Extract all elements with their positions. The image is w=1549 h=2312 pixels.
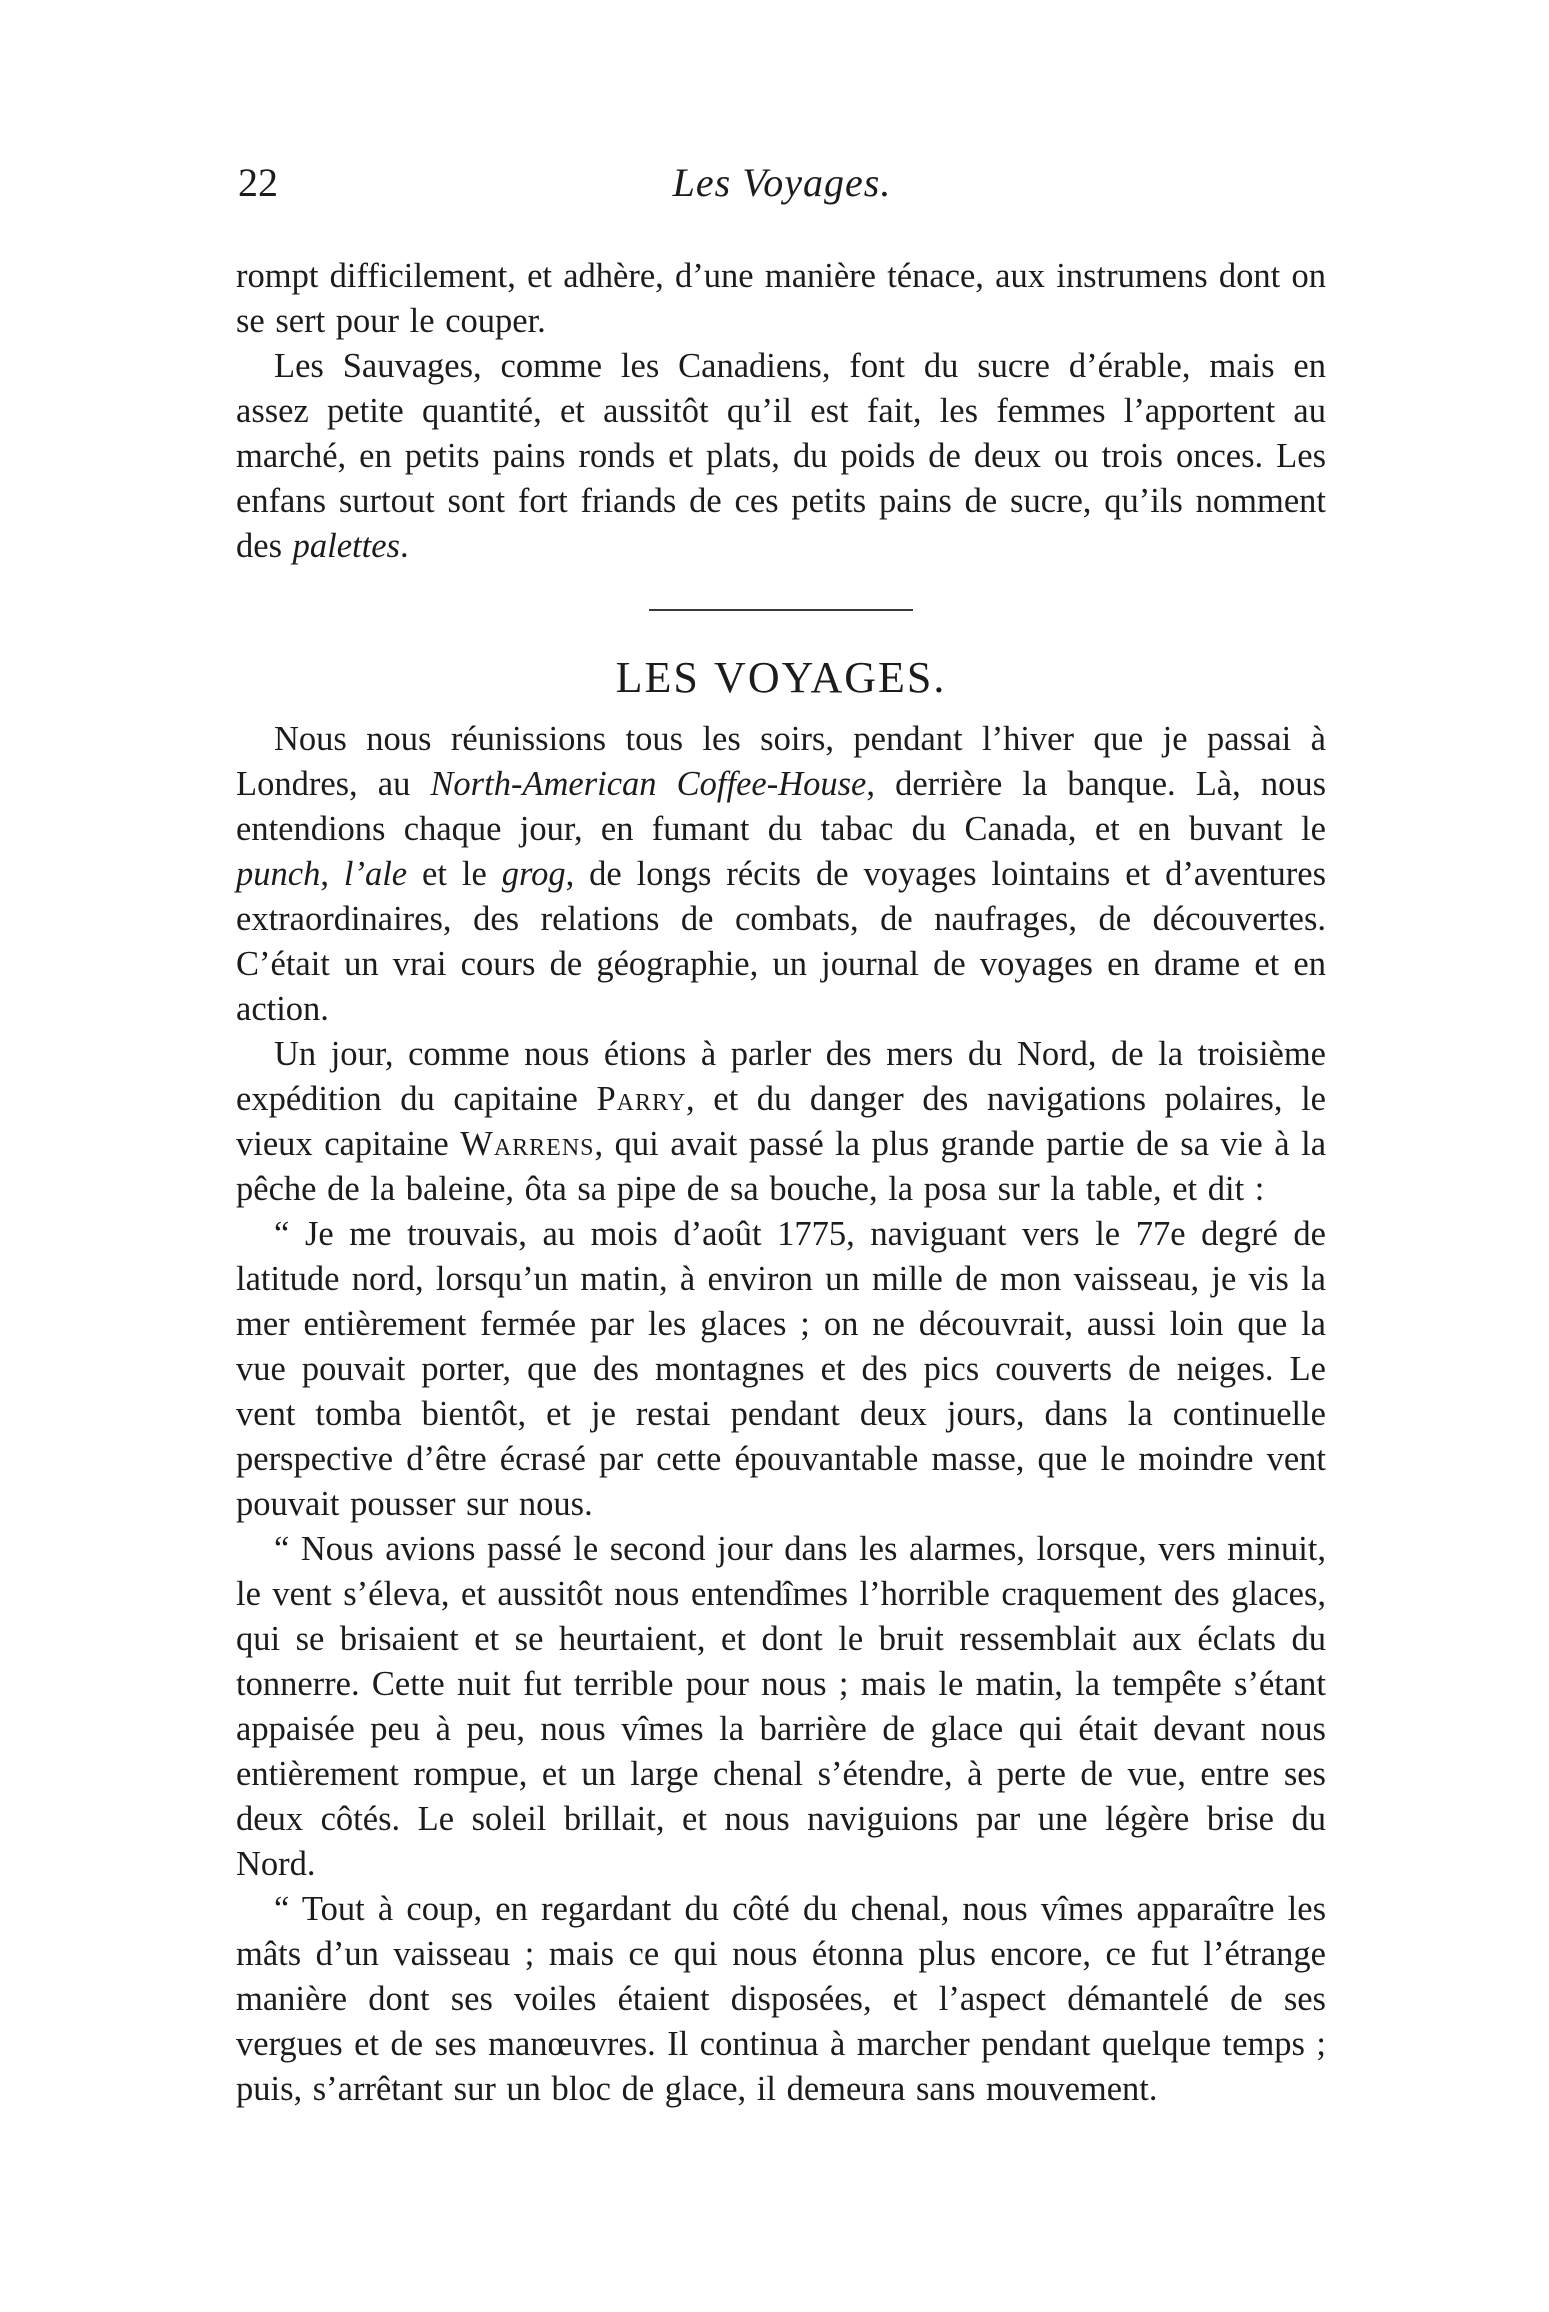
paragraph-intro: [236, 717, 1326, 1032]
italic-drink-grog: grog: [501, 855, 566, 893]
paragraph-captain: [236, 1032, 1326, 1212]
text-run: Un jour, comme nous étions à parler des mers du Nord, de la troisième expédition du capitaine: [236, 1035, 1326, 1118]
section-heading: LES VOYAGES.: [615, 653, 947, 702]
text-run: ,: [320, 855, 344, 893]
smallcaps-name-parry: Parry: [596, 1080, 687, 1118]
section-divider: [649, 609, 913, 611]
smallcaps-name-warrens: Warrens: [460, 1125, 595, 1163]
text-run: et le: [407, 855, 502, 893]
text-run: , et du danger des navigations polaires, le vieux capitaine: [236, 1080, 1326, 1163]
paragraph-quote-1: “ Je me trouvais, au mois d’août 1775, naviguant vers le 77e degré de latitude nord, lorsqu’un matin, à environ un mille de mon vaisseau, je vis la mer entièrement fermée par les glaces ; on ne découvrait, aussi loin que la vue pouvait porter, que des montagnes et des pics couverts de neiges. Le vent tomba bientôt, et je restai pendant deux jours, dans la continuelle perspective d’être écrasé par cette épouvantable masse, que le moindre vent pouvait pousser sur nous.: [236, 1215, 1326, 1523]
text-run: , de longs récits de voyages lointains et d’aventures extraordinaires, des relations de combats, de naufrages, de découvertes. C’était un vrai cours de géographie, un journal de voyages en drame et en action.: [236, 855, 1327, 1028]
text-run: .: [399, 527, 409, 565]
italic-term: palettes: [292, 527, 400, 565]
text-run: Les Sauvages, comme les Canadiens, font du sucre d’érable, mais en assez petite quantité, et aussitôt qu’il est fait, les femmes l’apportent au marché, en petits pains ronds et plats, du poids de deux ou trois onces. Les enfans surtout sont fort friands de ces petits pains de sucre, qu’ils nomment des: [236, 347, 1326, 565]
paragraph-quote-3: “ Tout à coup, en regardant du côté du chenal, nous vîmes apparaître les mâts d’un vaisseau ; mais ce qui nous étonna plus encore, ce fut l’étrange manière dont ses voiles étaient disposées, et l’aspect démantelé de ses vergues et de ses manœuvres. Il continua à marcher pendant quelque temps ; puis, s’arrêtant sur un bloc de glace, il demeura sans mouvement.: [236, 1890, 1326, 2108]
italic-drink-ale: l’ale: [343, 855, 408, 893]
text-run: Nous nous réunissions tous les soirs, pendant l’hiver que je passai à Londres, au: [236, 720, 1326, 803]
page-number: 22: [238, 160, 278, 205]
text-run: , qui avait passé la plus grande partie de sa vie à la pêche de la baleine, ôta sa pipe de sa bouche, la posa sur la table, et dit :: [236, 1125, 1327, 1208]
paragraph-continuation: rompt difficilement, et adhère, d’une manière ténace, aux instrumens dont on se sert pour le couper.: [236, 257, 1326, 340]
page-body: [236, 254, 1326, 2112]
italic-drink-punch: punch: [236, 855, 321, 893]
paragraph-maple-sugar: [236, 344, 1326, 569]
text-run: , derrière la banque. Là, nous entendions chaque jour, en fumant du tabac du Canada, et en buvant le: [236, 765, 1326, 848]
page-header: [238, 158, 1326, 218]
italic-place-name: North-American Coffee-House: [430, 765, 867, 803]
paragraph-quote-2: “ Nous avions passé le second jour dans les alarmes, lorsque, vers minuit, le vent s’éleva, et aussitôt nous entendîmes l’horrible craquement des glaces, qui se brisaient et se heurtaient, et dont le bruit ressemblait aux éclats du tonnerre. Cette nuit fut terrible pour nous ; mais le matin, la tempête s’étant appaisée peu à peu, nous vîmes la barrière de glace qui était devant nous entièrement rompue, et un large chenal s’étendre, à perte de vue, entre ses deux côtés. Le soleil brillait, et nous naviguions par une légère brise du Nord.: [236, 1530, 1326, 1883]
running-title: Les Voyages.: [672, 160, 892, 205]
